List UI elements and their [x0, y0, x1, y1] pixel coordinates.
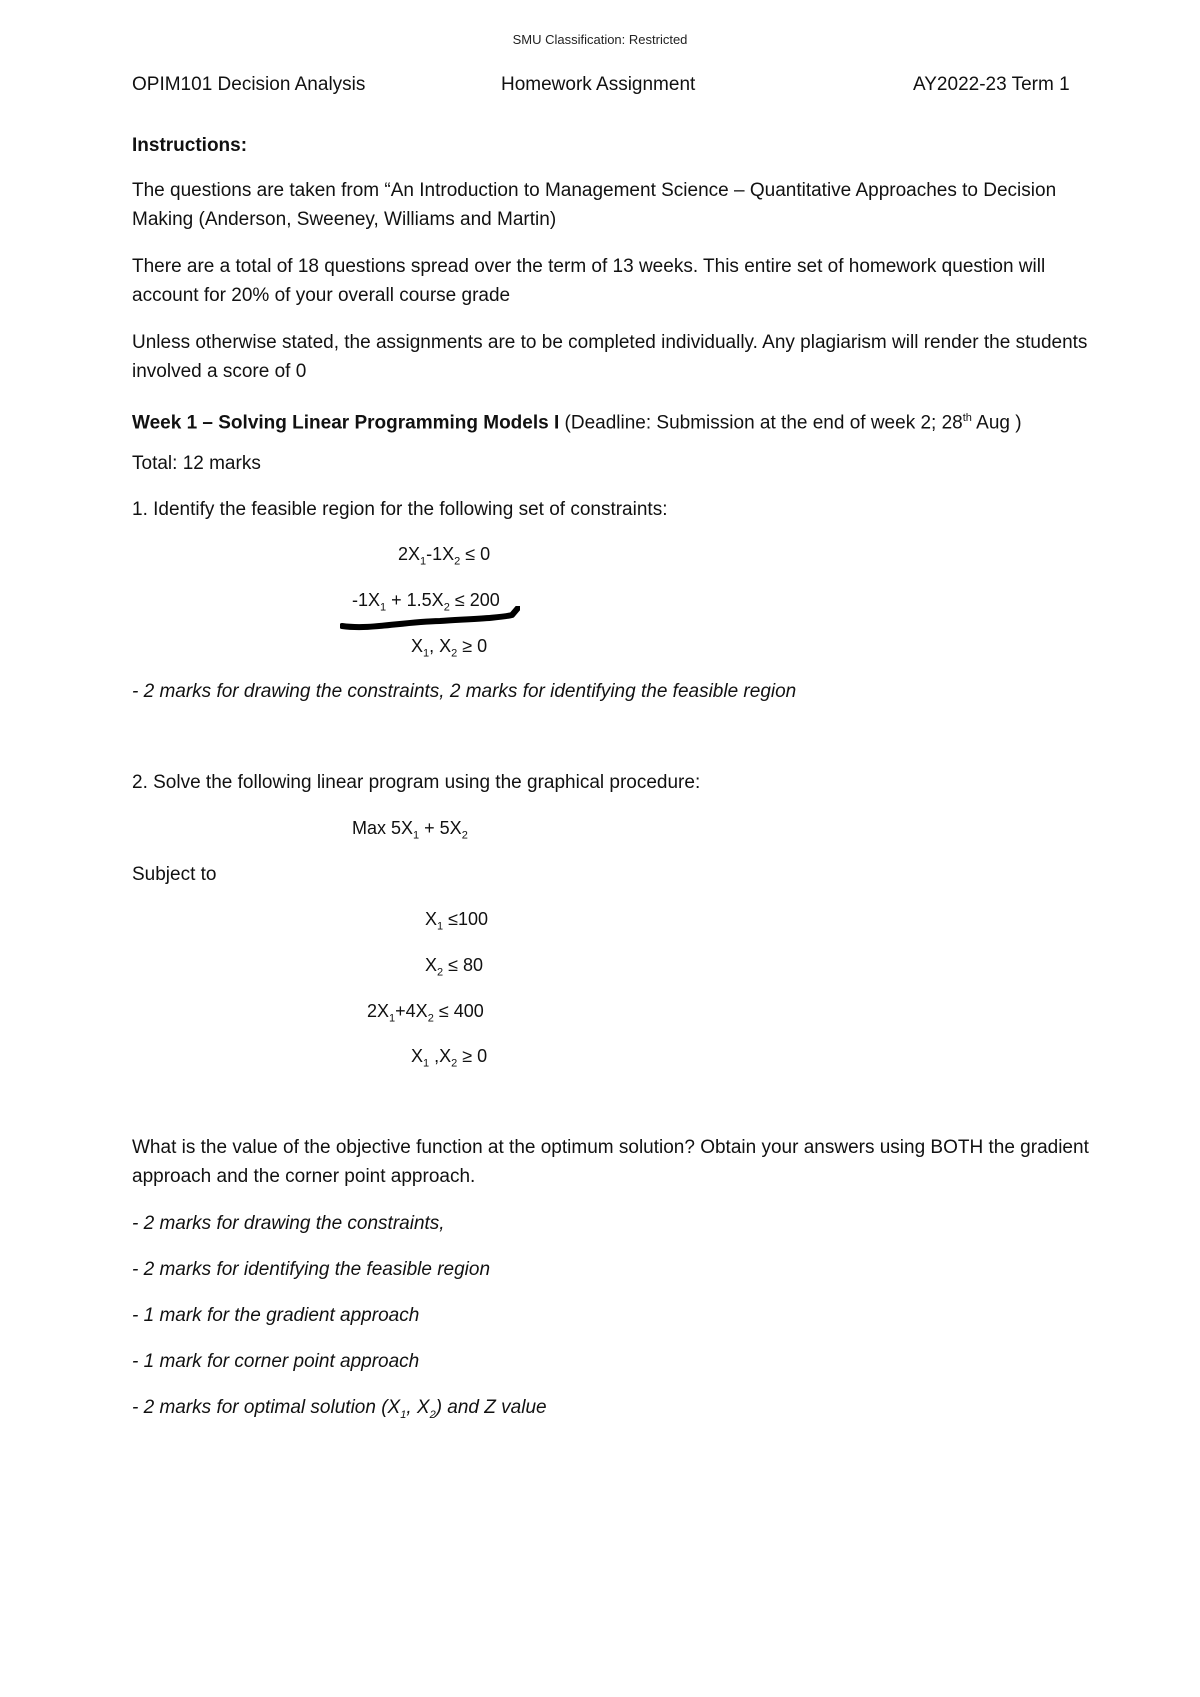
q1-prompt: 1. Identify the feasible region for the following set of constraints:	[132, 499, 668, 520]
q1-constraint-2: $-1X_1 + 1.5X_2 \le 200$	[352, 590, 500, 614]
q2-constraint-2: $X_2 \le 80$	[425, 955, 484, 979]
week1-deadline: (Deadline: Submission at the end of week 2; 28	[559, 412, 963, 434]
q2-mark-item: - 2 marks for identifying the feasible region	[132, 1259, 491, 1280]
week1-title: Week 1 – Solving Linear Programming Models I	[132, 412, 560, 434]
q1-constraint-1: $2X_1-1X_2 \le 0$	[398, 544, 491, 568]
instructions-paragraph-source: The questions are taken from “An Introduction to Management Science – Quantitative Approaches to Decision Making (Anderson, Sweeney, Williams and Martin)	[132, 180, 1057, 230]
document-title: Homework Assignment	[501, 74, 696, 95]
q2-mark-item: - 1 mark for corner point approach	[132, 1351, 420, 1372]
q2-mark-item: - 2 marks for drawing the constraints,	[132, 1213, 445, 1234]
classification-label: SMU Classification: Restricted	[512, 32, 688, 47]
q2-constraint-3: $2X_1+4X_2 \le 400$	[367, 1001, 484, 1025]
q2-constraint-4: $X_1$ $,X_2 \ge 0$	[411, 1046, 488, 1070]
q2-objective: Max $5X_1 + 5X_2$	[352, 818, 468, 842]
week1-heading: Week 1 – Solving Linear Programming Models I (Deadline: Submission at the end of week 2; 28th Aug )	[132, 412, 1022, 434]
q2-prompt: 2. Solve the following linear program using the graphical procedure:	[132, 772, 701, 793]
term-label: AY2022-23 Term 1	[913, 74, 1070, 95]
q2-constraint-1: $X_1 \le 100$	[425, 909, 489, 933]
q1-constraint-3: $X_1$, $X_2 \ge 0$	[411, 636, 488, 660]
q2-mark-item: - 1 mark for the gradient approach	[132, 1305, 420, 1326]
q1-marks: - 2 marks for drawing the constraints, 2 marks for identifying the feasible region	[132, 681, 797, 702]
instructions-paragraph-count: There are a total of 18 questions spread over the term of 13 weeks. This entire set of homework question will account for 20% of your overall course grade	[132, 256, 1046, 306]
q2-subject-to: Subject to	[132, 864, 217, 885]
course-name: OPIM101 Decision Analysis	[132, 74, 366, 95]
instructions-heading: Instructions:	[132, 135, 248, 156]
q2-mark-item-optimal: - 2 marks for optimal solution ($X_1$, $X_2$) and Z value	[132, 1397, 547, 1421]
week1-total: Total: 12 marks	[132, 453, 261, 474]
instructions-paragraph-plagiarism: Unless otherwise stated, the assignments are to be completed individually. Any plagiarism will render the students involved a score of 0	[132, 332, 1088, 382]
q2-question: What is the value of the objective function at the optimum solution? Obtain your answers using BOTH the gradient approach and the corner point approach.	[132, 1137, 1089, 1187]
